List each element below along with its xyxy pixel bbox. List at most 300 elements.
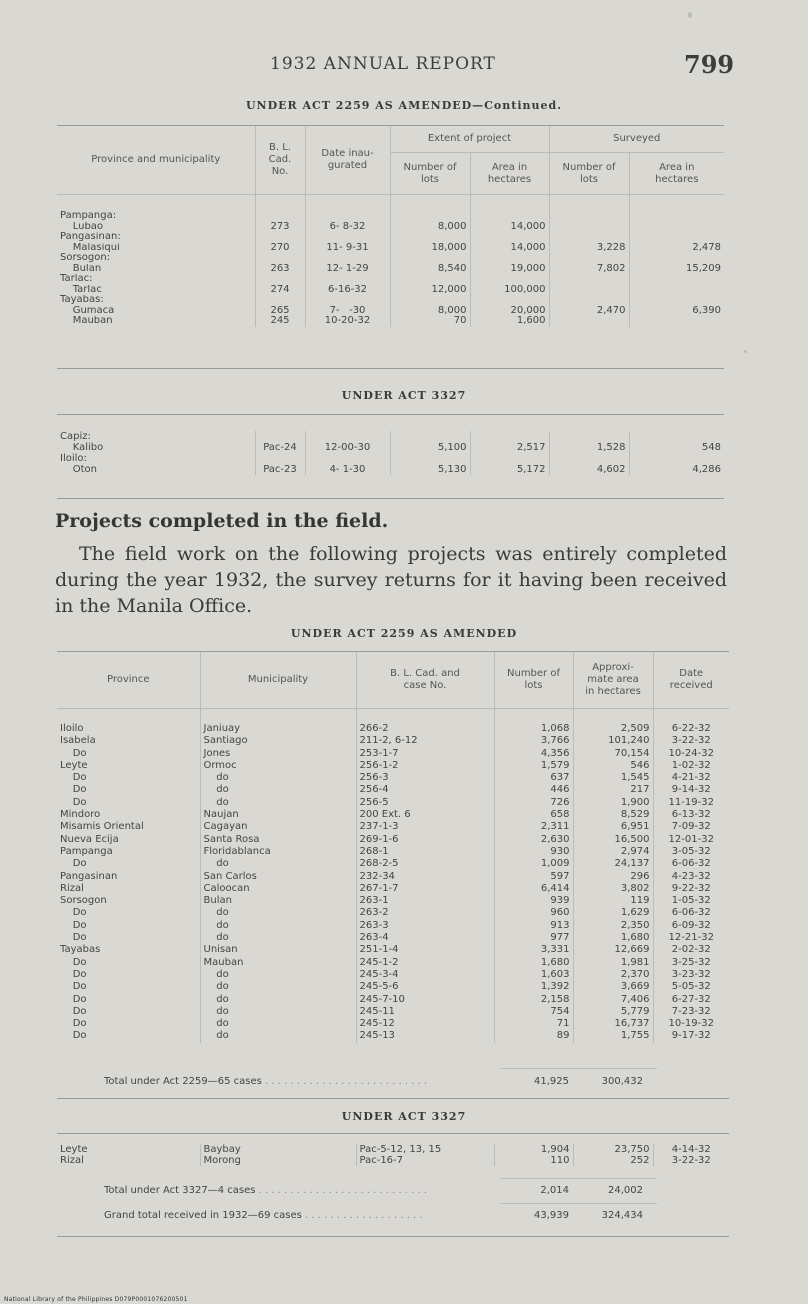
table-cell: 119 — [573, 895, 653, 907]
ink-speck — [744, 350, 747, 353]
table3-bottom-rule — [57, 1098, 729, 1099]
table-cell: Pac-16-7 — [356, 1155, 494, 1166]
table-cell: 200 Ext. 6 — [356, 809, 494, 821]
table-cell: 4,356 — [494, 748, 573, 760]
table-cell: Tayabas — [60, 944, 101, 956]
table-cell: 6,390 — [629, 306, 724, 317]
table-row — [57, 431, 724, 442]
table-cell: 211-2, 6-12 — [356, 735, 494, 747]
table-cell: 24,137 — [573, 858, 653, 870]
table-row — [57, 797, 729, 809]
table-row — [57, 957, 729, 969]
running-header: 1932 ANNUAL REPORT — [270, 54, 496, 74]
table-cell: 10-24-32 — [653, 748, 729, 760]
table-cell — [549, 222, 629, 233]
table-cell: 2,517 — [470, 442, 549, 453]
table-cell: 10-19-32 — [653, 1018, 729, 1030]
table-cell: 6,414 — [494, 883, 573, 895]
table-cell: 70,154 — [573, 748, 653, 760]
table-cell: 10-20-32 — [305, 316, 390, 327]
table-cell: 15,209 — [629, 264, 724, 275]
table1-body — [57, 195, 724, 327]
table-cell: 1,545 — [573, 772, 653, 784]
table-cell: Do — [60, 784, 87, 796]
table-cell: 3-23-32 — [653, 969, 729, 981]
table-cell: 23,750 — [573, 1144, 653, 1155]
table-cell: 2,974 — [573, 846, 653, 858]
table4 — [57, 1144, 729, 1166]
table-cell: Isabela — [60, 735, 96, 747]
table-cell: 268-1 — [356, 846, 494, 858]
table-cell: 14,000 — [470, 243, 549, 254]
table-cell: 2,311 — [494, 821, 573, 833]
table-cell: 8,000 — [390, 306, 470, 317]
table-cell: Do — [60, 772, 87, 784]
table-cell: Sorsogon: — [60, 253, 111, 263]
table2 — [57, 431, 724, 475]
table-cell: 245-11 — [356, 1006, 494, 1018]
table-cell: Mindoro — [60, 809, 101, 821]
table-cell: 245-13 — [356, 1030, 494, 1042]
table-cell: 7- -30 — [305, 306, 390, 317]
table-cell: Leyte — [60, 1144, 88, 1155]
table-cell: 1,904 — [494, 1144, 573, 1155]
table-cell: 245 — [255, 316, 305, 327]
total-rule — [500, 1068, 657, 1069]
table-row — [57, 944, 729, 956]
total-act-2259-area: 300,432 — [601, 1076, 643, 1087]
table-cell: 5,779 — [573, 1006, 653, 1018]
table-cell — [305, 274, 390, 285]
th-surveyed-lots: Number of lots — [549, 153, 629, 195]
th-surveyed: Surveyed — [549, 126, 724, 153]
table-cell — [470, 195, 549, 222]
table-row — [57, 834, 729, 846]
table-cell: Capiz: — [60, 431, 91, 442]
th-surveyed-area: Area in hectares — [629, 153, 724, 195]
table-cell: 2,630 — [494, 834, 573, 846]
table-cell: do — [200, 1030, 356, 1042]
table-row — [57, 222, 724, 233]
ink-speck — [688, 12, 692, 18]
table-cell: Bulan — [60, 263, 102, 274]
table-cell — [470, 295, 549, 306]
th-date-received: Date received — [653, 652, 729, 709]
table-cell: 2,158 — [494, 994, 573, 1006]
section-heading: Projects completed in the field. — [55, 510, 389, 532]
table-cell — [390, 453, 470, 464]
table-cell: 14,000 — [470, 222, 549, 233]
table-cell: 1,981 — [573, 957, 653, 969]
table-cell: 1,680 — [573, 932, 653, 944]
th-case-no: B. L. Cad. No. — [255, 126, 305, 195]
table-cell — [549, 195, 629, 222]
table-cell: 110 — [494, 1155, 573, 1166]
total-act-3327-lots: 2,014 — [540, 1185, 569, 1196]
table-cell: Do — [60, 747, 87, 759]
table-cell: 546 — [573, 760, 653, 772]
table-cell — [305, 195, 390, 222]
table-cell: Do — [60, 919, 87, 931]
grand-total-area: 324,434 — [601, 1210, 643, 1221]
table-cell — [470, 253, 549, 264]
table-cell: 12,000 — [390, 285, 470, 296]
table-cell: 2,478 — [629, 243, 724, 254]
table-cell — [629, 222, 724, 233]
table-cell: Ormoc — [200, 760, 356, 772]
table-cell: 266-2 — [356, 709, 494, 736]
table-cell: do — [200, 969, 356, 981]
table-cell: 12-01-32 — [653, 834, 729, 846]
table-cell: Do — [60, 796, 87, 808]
table-cell — [390, 195, 470, 222]
table-cell: Nueva Ecija — [60, 833, 119, 845]
table-cell — [390, 295, 470, 306]
table-row — [57, 295, 724, 306]
table4-bottom-rule — [57, 1236, 729, 1237]
table-cell — [549, 316, 629, 327]
table-cell: 256-4 — [356, 784, 494, 796]
table-cell: Pac-5-12, 13, 15 — [356, 1144, 494, 1155]
table-row — [57, 932, 729, 944]
table-cell: 267-1-7 — [356, 883, 494, 895]
table-row — [57, 253, 724, 264]
table-cell — [390, 253, 470, 264]
table-cell: 70 — [390, 316, 470, 327]
table-cell: Pac-24 — [255, 442, 305, 453]
table-cell: 7-23-32 — [653, 1006, 729, 1018]
table-cell — [390, 274, 470, 285]
table-cell: 1,392 — [494, 981, 573, 993]
table-cell: 446 — [494, 784, 573, 796]
table-cell: 4-14-32 — [653, 1144, 729, 1155]
table-row — [57, 871, 729, 883]
th-extent: Extent of project — [390, 126, 549, 153]
table-row — [57, 1018, 729, 1030]
table-cell: 245-5-6 — [356, 981, 494, 993]
table-cell: 726 — [494, 797, 573, 809]
table-cell — [305, 295, 390, 306]
table-cell: 1,068 — [494, 709, 573, 736]
table-cell: 296 — [573, 871, 653, 883]
table-cell: Do — [60, 907, 87, 919]
table-cell: 253-1-7 — [356, 748, 494, 760]
table-cell — [629, 316, 724, 327]
table-cell: do — [200, 784, 356, 796]
table-cell — [549, 431, 629, 442]
table-cell: Floridablanca — [200, 846, 356, 858]
table-cell: 1-05-32 — [653, 895, 729, 907]
total-act-2259-label: Total under Act 2259—65 cases . . . . . . . . . . . . . . . . . . . . . . . . . . — [104, 1076, 428, 1087]
table-cell: 960 — [494, 907, 573, 919]
table-cell: Bulan — [200, 895, 356, 907]
table-cell: Do — [60, 968, 87, 980]
table-cell — [549, 453, 629, 464]
table-cell: 4-23-32 — [653, 871, 729, 883]
table-cell: 263-3 — [356, 920, 494, 932]
table-cell — [629, 453, 724, 464]
table-row — [57, 195, 724, 222]
table-cell: 3-05-32 — [653, 846, 729, 858]
table-row — [57, 907, 729, 919]
table-cell: Unisan — [200, 944, 356, 956]
section-paragraph — [55, 541, 727, 619]
table-cell: 3,766 — [494, 735, 573, 747]
table-cell: 1,528 — [549, 442, 629, 453]
table-cell: 6-22-32 — [653, 709, 729, 736]
table-row — [57, 784, 729, 796]
table-cell — [549, 253, 629, 264]
table-cell: do — [200, 920, 356, 932]
table-cell: 12- 1-29 — [305, 264, 390, 275]
table-cell: 2,509 — [573, 709, 653, 736]
table-cell: Misamis Oriental — [60, 821, 144, 833]
table-cell: Sorsogon — [60, 895, 107, 907]
table-cell: 1,900 — [573, 797, 653, 809]
table-cell: 268-2-5 — [356, 858, 494, 870]
table-cell: 5,130 — [390, 464, 470, 475]
table-cell: 1,680 — [494, 957, 573, 969]
table-cell: Pampanga — [60, 845, 113, 857]
table-cell: do — [200, 858, 356, 870]
table-cell: Do — [60, 1018, 87, 1030]
table-cell: 8,000 — [390, 222, 470, 233]
table-cell: Do — [60, 932, 87, 944]
table-cell: Do — [60, 1005, 87, 1017]
table-cell: Pangasinan — [60, 870, 118, 882]
table1 — [57, 126, 724, 327]
table-cell — [305, 253, 390, 264]
table-cell: Baybay — [200, 1144, 356, 1155]
table-cell: 263-4 — [356, 932, 494, 944]
table-cell: 256-1-2 — [356, 760, 494, 772]
table-cell: 18,000 — [390, 243, 470, 254]
table-row — [57, 895, 729, 907]
table-cell: 9-22-32 — [653, 883, 729, 895]
table-cell: 2,370 — [573, 969, 653, 981]
table-cell: 20,000 — [470, 306, 549, 317]
th-approx-area: Approxi- mate area in hectares — [573, 652, 653, 709]
table-row — [57, 920, 729, 932]
table-row — [57, 1030, 729, 1042]
table-cell: 11-19-32 — [653, 797, 729, 809]
table-row — [57, 772, 729, 784]
table-cell: 245-7-10 — [356, 994, 494, 1006]
table-cell: 9-14-32 — [653, 784, 729, 796]
table-cell: 1,009 — [494, 858, 573, 870]
table-cell: Do — [60, 993, 87, 1005]
table-cell — [629, 431, 724, 442]
table-cell: 3,228 — [549, 243, 629, 254]
table-cell: 7,406 — [573, 994, 653, 1006]
total-rule — [500, 1203, 657, 1204]
table-cell: 597 — [494, 871, 573, 883]
table-cell: 6-16-32 — [305, 285, 390, 296]
table-cell — [255, 253, 305, 264]
table-cell — [255, 195, 305, 222]
table-cell — [255, 232, 305, 243]
table1-caption: UNDER ACT 2259 AS AMENDED—Continued. — [245, 99, 563, 112]
table-cell — [629, 285, 724, 296]
table-cell: 2,350 — [573, 920, 653, 932]
table-cell: 270 — [255, 243, 305, 254]
table-row — [57, 316, 724, 327]
th-municipality: Municipality — [200, 652, 356, 709]
table-cell: Malasiqui — [60, 242, 120, 253]
table-cell: Leyte — [60, 759, 88, 771]
table-cell: Mauban — [60, 316, 113, 326]
table-cell: 1,755 — [573, 1030, 653, 1042]
table-row — [57, 243, 724, 254]
table-row — [57, 735, 729, 747]
table3 — [57, 652, 729, 1043]
table-cell: 6-27-32 — [653, 994, 729, 1006]
table-cell: do — [200, 797, 356, 809]
table-cell: 245-3-4 — [356, 969, 494, 981]
total-act-3327-area: 24,002 — [608, 1185, 643, 1196]
table-cell: Pampanga: — [60, 210, 117, 221]
table-cell — [629, 232, 724, 243]
table-cell: 252 — [573, 1155, 653, 1166]
th-cad-case-no: B. L. Cad. and case No. — [356, 652, 494, 709]
table-cell: 251-1-4 — [356, 944, 494, 956]
table-row — [57, 994, 729, 1006]
th-province: Province — [57, 652, 200, 709]
table-cell: 548 — [629, 442, 724, 453]
table4-top-rule — [57, 1133, 729, 1134]
table-cell: 3,669 — [573, 981, 653, 993]
table-cell: 232-34 — [356, 871, 494, 883]
table-cell — [305, 431, 390, 442]
table-cell: Iloilo — [60, 723, 84, 734]
table-cell: 658 — [494, 809, 573, 821]
table-row — [57, 846, 729, 858]
table-cell: Tayabas: — [60, 295, 104, 305]
table-cell: 1,629 — [573, 907, 653, 919]
table-cell: 4,286 — [629, 464, 724, 475]
table-cell: Do — [60, 956, 87, 968]
table-row — [57, 1155, 729, 1166]
table4-caption: UNDER ACT 3327 — [341, 1110, 467, 1123]
table-row — [57, 1144, 729, 1155]
table-row — [57, 809, 729, 821]
th-extent-lots: Number of lots — [390, 153, 470, 195]
table-cell: 754 — [494, 1006, 573, 1018]
table-cell: 6,951 — [573, 821, 653, 833]
table-cell: 7-09-32 — [653, 821, 729, 833]
table-cell: do — [200, 1018, 356, 1030]
table-cell — [629, 195, 724, 222]
table-row — [57, 821, 729, 833]
table-cell: 5,172 — [470, 464, 549, 475]
table-cell: Naujan — [200, 809, 356, 821]
table-cell: 263 — [255, 264, 305, 275]
table-cell: 6- 8-32 — [305, 222, 390, 233]
table-cell: 1-02-32 — [653, 760, 729, 772]
table-row — [57, 274, 724, 285]
table-cell: 8,540 — [390, 264, 470, 275]
table-cell — [470, 232, 549, 243]
table-cell: 5,100 — [390, 442, 470, 453]
table-cell: 4,602 — [549, 464, 629, 475]
table-row — [57, 285, 724, 296]
table-row — [57, 442, 724, 453]
table-cell: Morong — [200, 1155, 356, 1166]
grand-total-lots: 43,939 — [534, 1210, 569, 1221]
table-cell: 3-25-32 — [653, 957, 729, 969]
table-cell: 245-1-2 — [356, 957, 494, 969]
table-cell — [255, 295, 305, 306]
table-cell: Gumaca — [60, 305, 115, 316]
table-cell: 2-02-32 — [653, 944, 729, 956]
table-cell: 19,000 — [470, 264, 549, 275]
table-row — [57, 709, 729, 736]
table-cell: Rizal — [60, 882, 84, 894]
table-cell — [305, 453, 390, 464]
th-date-inaugurated: Date inau- gurated — [305, 126, 390, 195]
table-row — [57, 858, 729, 870]
page-number: 799 — [684, 50, 735, 79]
table-cell: Do — [60, 981, 87, 993]
table-cell: 977 — [494, 932, 573, 944]
table-row — [57, 453, 724, 464]
table-cell: 6-09-32 — [653, 920, 729, 932]
table-cell — [390, 431, 470, 442]
table-cell: Iloilo: — [60, 453, 87, 464]
table-cell: Santiago — [200, 735, 356, 747]
table-cell — [305, 232, 390, 243]
table-cell — [549, 232, 629, 243]
table-cell: Santa Rosa — [200, 834, 356, 846]
table-cell: 256-3 — [356, 772, 494, 784]
table-cell — [549, 285, 629, 296]
table-cell: 4- 1-30 — [305, 464, 390, 475]
total-act-2259-lots: 41,925 — [534, 1076, 569, 1087]
table-cell: 637 — [494, 772, 573, 784]
table-cell: 2,470 — [549, 306, 629, 317]
table-row — [57, 760, 729, 772]
total-act-3327-label: Total under Act 3327—4 cases . . . . . . . . . . . . . . . . . . . . . . . . . . . — [104, 1185, 428, 1196]
table-cell: 6-13-32 — [653, 809, 729, 821]
table-cell: 11- 9-31 — [305, 243, 390, 254]
table-cell — [629, 253, 724, 264]
table-cell: 256-5 — [356, 797, 494, 809]
table-cell: 269-1-6 — [356, 834, 494, 846]
table-cell — [549, 274, 629, 285]
table-cell: 12-00-30 — [305, 442, 390, 453]
table-cell: 3-22-32 — [653, 735, 729, 747]
table-cell: Janiuay — [200, 709, 356, 736]
table-cell: 9-17-32 — [653, 1030, 729, 1042]
table-cell: 3,802 — [573, 883, 653, 895]
table-cell: 3-22-32 — [653, 1155, 729, 1166]
table2-caption: UNDER ACT 3327 — [341, 389, 467, 402]
table-cell: 273 — [255, 222, 305, 233]
table-cell: Pac-23 — [255, 464, 305, 475]
table3-body — [57, 709, 729, 1043]
table-cell — [549, 295, 629, 306]
table-cell: do — [200, 994, 356, 1006]
table-cell — [470, 453, 549, 464]
table-cell — [255, 453, 305, 464]
table-row — [57, 883, 729, 895]
table-cell: Caloocan — [200, 883, 356, 895]
table-cell: Mauban — [200, 957, 356, 969]
th-extent-area: Area in hectares — [470, 153, 549, 195]
table-row — [57, 981, 729, 993]
table-cell: do — [200, 1006, 356, 1018]
table-cell — [255, 274, 305, 285]
